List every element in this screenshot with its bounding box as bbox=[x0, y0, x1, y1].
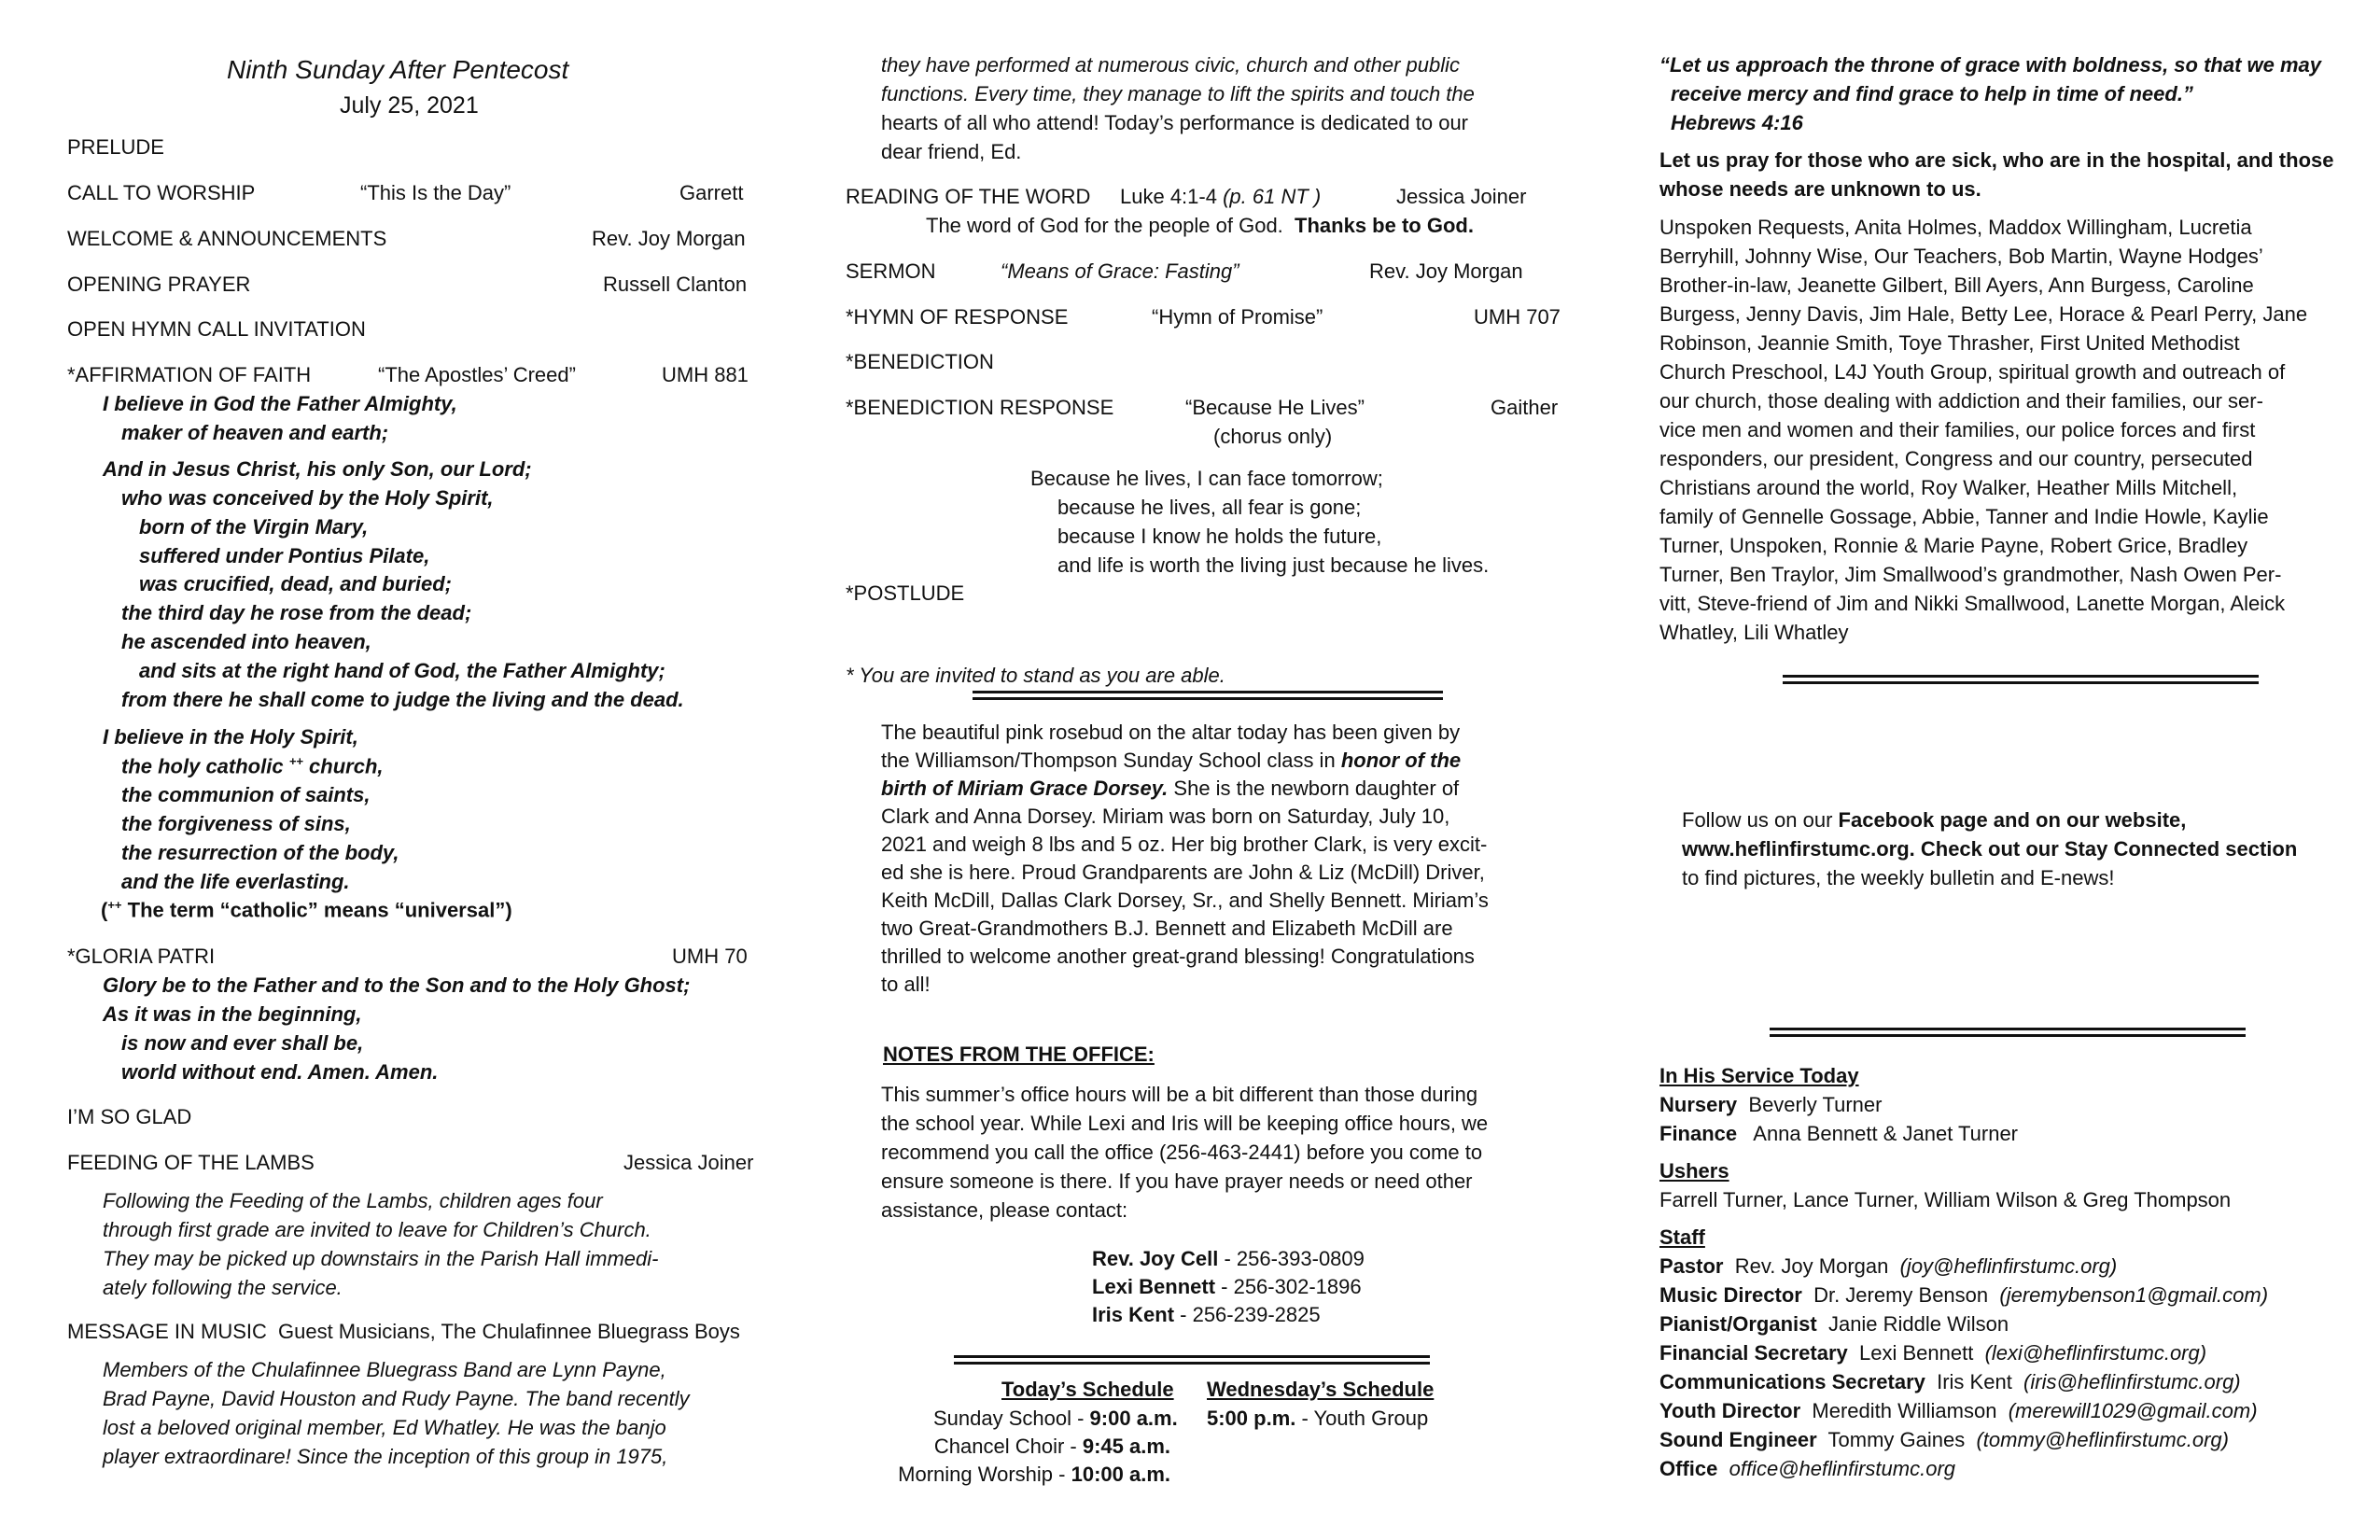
staff-row: Music Director Dr. Jeremy Benson (jeremybenson1@gmail.com) bbox=[1659, 1283, 2269, 1307]
office-text-line: assistance, please contact: bbox=[881, 1198, 1128, 1222]
reading-response: The word of God for the people of God. Thanks be to God. bbox=[926, 214, 1474, 237]
opening-prayer-leader: Russell Clanton bbox=[603, 273, 748, 296]
benediction-response-composer: Gaither bbox=[1491, 396, 1559, 419]
today-schedule-heading: Today’s Schedule bbox=[1001, 1378, 1174, 1401]
creed-line: the communion of saints, bbox=[121, 783, 371, 806]
creed-line: he ascended into heaven, bbox=[121, 630, 371, 653]
rosebud-line: the Williamson/Thompson Sunday School class in honor of the bbox=[881, 749, 1462, 772]
creed-line: I believe in the Holy Spirit, bbox=[103, 725, 358, 749]
prayer-names-line: Turner, Unspoken, Ronnie & Marie Payne, Robert Grice, Bradley bbox=[1659, 534, 2248, 557]
call-to-worship-leader: Garrett bbox=[679, 181, 744, 204]
office-text-line: ensure someone is there. If you have prayer needs or need other bbox=[881, 1169, 1473, 1193]
creed-line: I believe in God the Father Almighty, bbox=[103, 392, 457, 415]
today-schedule-item: Sunday School - 9:00 a.m. bbox=[933, 1407, 1178, 1430]
creed-line: maker of heaven and earth; bbox=[121, 421, 389, 444]
prayer-names-line: our church, those dealing with addiction and their families, our ser- bbox=[1659, 389, 2263, 413]
creed-line: and the life everlasting. bbox=[121, 870, 350, 893]
creed-line: the holy catholic ++ church, bbox=[121, 754, 384, 778]
staff-row: Financial Secretary Lexi Bennett (lexi@heflinfirstumc.org) bbox=[1659, 1341, 2207, 1365]
rosebud-line: Clark and Anna Dorsey. Miriam was born on Saturday, July 10, bbox=[881, 805, 1450, 828]
open-hymn-label: OPEN HYMN CALL INVITATION bbox=[67, 317, 366, 341]
prayer-names-line: Burgess, Jenny Davis, Jim Hale, Betty Lee, Horace & Pearl Perry, Jane bbox=[1659, 302, 2308, 326]
benediction-response-note: (chorus only) bbox=[1213, 425, 1333, 448]
stand-note: * You are invited to stand as you are able. bbox=[846, 664, 1225, 687]
chorus-line: because I know he holds the future, bbox=[1057, 525, 1382, 548]
welcome-label: WELCOME & ANNOUNCEMENTS bbox=[67, 227, 387, 250]
prayer-names-line: family of Gennelle Gossage, Abbie, Tanner and Indie Howle, Kaylie bbox=[1659, 505, 2269, 528]
creed-line: was crucified, dead, and buried; bbox=[139, 572, 452, 595]
prayer-names-line: responders, our president, Congress and our country, persecuted bbox=[1659, 447, 2253, 470]
prayer-verse-ref: Hebrews 4:16 bbox=[1671, 111, 1803, 134]
prayer-names-line: Whatley, Lili Whatley bbox=[1659, 621, 1849, 644]
staff-row: Communications Secretary Iris Kent (iris@heflinfirstumc.org) bbox=[1659, 1370, 2241, 1393]
lambs-leader: Jessica Joiner bbox=[623, 1151, 754, 1174]
gloria-ref: UMH 70 bbox=[672, 945, 748, 968]
rosebud-line: 2021 and weigh 8 lbs and 5 oz. Her big brother Clark, is very excit- bbox=[881, 833, 1488, 856]
ushers-heading: Ushers bbox=[1659, 1159, 1729, 1183]
affirmation-ref: UMH 881 bbox=[662, 363, 749, 386]
prayer-intro: whose needs are unknown to us. bbox=[1659, 177, 1981, 201]
staff-row: Pastor Rev. Joy Morgan (joy@heflinfirstumc.org) bbox=[1659, 1254, 2118, 1278]
staff-row: Youth Director Meredith Williamson (merewill1029@gmail.com) bbox=[1659, 1399, 2258, 1422]
rosebud-line: The beautiful pink rosebud on the altar today has been given by bbox=[881, 721, 1461, 744]
opening-prayer-label: OPENING PRAYER bbox=[67, 273, 251, 296]
wed-schedule-heading: Wednesday’s Schedule bbox=[1207, 1378, 1435, 1401]
ushers-list: Farrell Turner, Lance Turner, William Wilson & Greg Thompson bbox=[1659, 1188, 2232, 1211]
creed-line: and sits at the right hand of God, the Father Almighty; bbox=[139, 659, 665, 682]
reading-ref: Luke 4:1-4 (p. 61 NT ) bbox=[1120, 185, 1322, 208]
music-note-line: dear friend, Ed. bbox=[881, 140, 1022, 163]
follow-line: www.heflinfirstumc.org. Check out our Stay Connected section bbox=[1682, 837, 2298, 861]
welcome-leader: Rev. Joy Morgan bbox=[592, 227, 746, 250]
office-text-line: the school year. While Lexi and Iris will be keeping office hours, we bbox=[881, 1112, 1489, 1135]
staff-row: Office office@heflinfirstumc.org bbox=[1659, 1457, 1956, 1480]
divider bbox=[1783, 675, 2259, 684]
staff-row: Pianist/Organist Janie Riddle Wilson bbox=[1659, 1312, 2009, 1336]
gloria-line: is now and ever shall be, bbox=[121, 1031, 364, 1055]
creed-line: from there he shall come to judge the living and the dead. bbox=[121, 688, 684, 711]
gloria-label: *GLORIA PATRI bbox=[67, 945, 216, 968]
sermon-label: SERMON bbox=[846, 259, 936, 283]
music-note-line: lost a beloved original member, Ed Whatley. He was the banjo bbox=[103, 1416, 666, 1439]
gloria-line: Glory be to the Father and to the Son and to the Holy Ghost; bbox=[103, 973, 691, 997]
music-label: MESSAGE IN MUSIC bbox=[67, 1320, 267, 1343]
office-heading: NOTES FROM THE OFFICE: bbox=[883, 1043, 1155, 1066]
prayer-names-line: Turner, Ben Traylor, Jim Smallwood’s grandmother, Nash Owen Per- bbox=[1659, 563, 2282, 586]
lambs-note-line: ately following the service. bbox=[103, 1276, 343, 1299]
chorus-line: because he lives, all fear is gone; bbox=[1057, 496, 1362, 519]
creed-line: born of the Virgin Mary, bbox=[139, 515, 369, 539]
prayer-names-line: Brother-in-law, Jeanette Gilbert, Bill Ayers, Ann Burgess, Caroline bbox=[1659, 273, 2254, 297]
service-date: July 25, 2021 bbox=[340, 92, 479, 119]
prayer-names-line: Berryhill, Johnny Wise, Our Teachers, Bob Martin, Wayne Hodges’ bbox=[1659, 245, 2263, 268]
rosebud-line: birth of Miriam Grace Dorsey. She is the newborn daughter of bbox=[881, 777, 1460, 800]
office-text-line: This summer’s office hours will be a bit different than those during bbox=[881, 1083, 1478, 1106]
today-schedule-item: Chancel Choir - 9:45 a.m. bbox=[933, 1435, 1170, 1458]
music-desc: Guest Musicians, The Chulafinnee Bluegrass Boys bbox=[278, 1320, 740, 1343]
service-finance: Finance Anna Bennett & Janet Turner bbox=[1659, 1122, 2019, 1145]
wed-schedule-item: 5:00 p.m. - Youth Group bbox=[1207, 1407, 1429, 1430]
lambs-note-line: They may be picked up downstairs in the Parish Hall immedi- bbox=[103, 1247, 659, 1270]
gloria-line: world without end. Amen. Amen. bbox=[121, 1060, 439, 1084]
rosebud-line: Keith McDill, Dallas Clark Dorsey, Sr., and Shelly Bennett. Miriam’s bbox=[881, 889, 1489, 912]
page-title: Ninth Sunday After Pentecost bbox=[227, 55, 569, 84]
divider bbox=[1770, 1028, 2246, 1037]
service-heading: In His Service Today bbox=[1659, 1064, 1859, 1087]
chorus-line: and life is worth the living just because he lives. bbox=[1057, 553, 1490, 577]
benediction-response-title: “Because He Lives” bbox=[1185, 396, 1365, 419]
divider bbox=[954, 1355, 1430, 1365]
prayer-names-line: Unspoken Requests, Anita Holmes, Maddox Willingham, Lucretia bbox=[1659, 216, 2252, 239]
gloria-line: As it was in the beginning, bbox=[103, 1002, 362, 1026]
follow-line: Follow us on our Facebook page and on our website, bbox=[1682, 808, 2187, 832]
im-so-glad-label: I’M SO GLAD bbox=[67, 1105, 192, 1128]
creed-line: the forgiveness of sins, bbox=[121, 812, 351, 835]
music-note-line: Brad Payne, David Houston and Rudy Payne. The band recently bbox=[103, 1387, 690, 1410]
benediction-response-label: *BENEDICTION RESPONSE bbox=[846, 396, 1114, 419]
prayer-names-line: Robinson, Jeannie Smith, Toye Thrasher, First United Methodist bbox=[1659, 331, 2240, 355]
prayer-intro: Let us pray for those who are sick, who are in the hospital, and those bbox=[1659, 148, 2334, 172]
music-note-line: hearts of all who attend! Today’s performance is dedicated to our bbox=[881, 111, 1469, 134]
sermon-preacher: Rev. Joy Morgan bbox=[1369, 259, 1523, 283]
hymn-response-title: “Hymn of Promise” bbox=[1152, 305, 1323, 329]
call-to-worship-song: “This Is the Day” bbox=[360, 181, 511, 204]
prayer-names-line: vitt, Steve-friend of Jim and Nikki Smallwood, Lanette Morgan, Aleick bbox=[1659, 592, 2286, 615]
prayer-names-line: vice men and women and their families, our police forces and first bbox=[1659, 418, 2256, 441]
music-note-line: player extraordinare! Since the inception of this group in 1975, bbox=[103, 1445, 668, 1468]
reading-reader: Jessica Joiner bbox=[1396, 185, 1527, 208]
affirmation-label: *AFFIRMATION OF FAITH bbox=[67, 363, 312, 386]
office-contact: Rev. Joy Cell - 256-393-0809 bbox=[1092, 1247, 1365, 1270]
rosebud-line: ed she is here. Proud Grandparents are John & Liz (McDill) Driver, bbox=[881, 861, 1485, 884]
benediction-label: *BENEDICTION bbox=[846, 350, 994, 373]
reading-label: READING OF THE WORD bbox=[846, 185, 1091, 208]
lambs-note-line: Following the Feeding of the Lambs, children ages four bbox=[103, 1189, 603, 1212]
creed-line: And in Jesus Christ, his only Son, our Lord; bbox=[103, 457, 532, 481]
music-note-line: Members of the Chulafinnee Bluegrass Band are Lynn Payne, bbox=[103, 1358, 666, 1381]
lambs-note-line: through first grade are invited to leave for Children’s Church. bbox=[103, 1218, 651, 1241]
creed-line: who was conceived by the Holy Spirit, bbox=[121, 486, 494, 510]
prayer-verse: receive mercy and find grace to help in time of need.” bbox=[1671, 82, 2193, 105]
creed-line: the third day he rose from the dead; bbox=[121, 601, 472, 624]
call-to-worship-label: CALL TO WORSHIP bbox=[67, 181, 256, 204]
office-text-line: recommend you call the office (256-463-2441) before you come to bbox=[881, 1141, 1483, 1164]
postlude-label: *POSTLUDE bbox=[846, 581, 965, 605]
lambs-label: FEEDING OF THE LAMBS bbox=[67, 1151, 315, 1174]
hymn-response-label: *HYMN OF RESPONSE bbox=[846, 305, 1069, 329]
prayer-names-line: Christians around the world, Roy Walker, Heather Mills Mitchell, bbox=[1659, 476, 2238, 499]
rosebud-line: two Great-Grandmothers B.J. Bennett and Elizabeth McDill are bbox=[881, 917, 1453, 940]
prayer-names-line: Church Preschool, L4J Youth Group, spiritual growth and outreach of bbox=[1659, 360, 2286, 384]
office-contact: Lexi Bennett - 256-302-1896 bbox=[1092, 1275, 1362, 1298]
hymn-response-ref: UMH 707 bbox=[1474, 305, 1561, 329]
service-nursery: Nursery Beverly Turner bbox=[1659, 1093, 1883, 1116]
creed-footnote: (++ The term “catholic” means “universal”) bbox=[101, 898, 512, 922]
follow-line: to find pictures, the weekly bulletin and E-news! bbox=[1682, 866, 2115, 889]
staff-heading: Staff bbox=[1659, 1225, 1705, 1249]
music-note-line: functions. Every time, they manage to lift the spirits and touch the bbox=[881, 82, 1475, 105]
staff-row: Sound Engineer Tommy Gaines (tommy@heflinfirstumc.org) bbox=[1659, 1428, 2229, 1451]
music-note-line: they have performed at numerous civic, church and other public bbox=[881, 53, 1460, 77]
creed-line: the resurrection of the body, bbox=[121, 841, 399, 864]
rosebud-line: to all! bbox=[881, 973, 931, 996]
chorus-line: Because he lives, I can face tomorrow; bbox=[1030, 467, 1383, 490]
today-schedule-item: Morning Worship - 10:00 a.m. bbox=[898, 1463, 1170, 1486]
prelude-label: PRELUDE bbox=[67, 135, 164, 159]
rosebud-line: thrilled to welcome another great-grand blessing! Congratulations bbox=[881, 945, 1475, 968]
affirmation-title: “The Apostles’ Creed” bbox=[378, 363, 576, 386]
office-contact: Iris Kent - 256-239-2825 bbox=[1092, 1303, 1321, 1326]
prayer-verse: “Let us approach the throne of grace with boldness, so that we may bbox=[1659, 53, 2322, 77]
sermon-title: “Means of Grace: Fasting” bbox=[1001, 259, 1239, 283]
divider bbox=[973, 691, 1443, 700]
creed-line: suffered under Pontius Pilate, bbox=[139, 544, 430, 567]
